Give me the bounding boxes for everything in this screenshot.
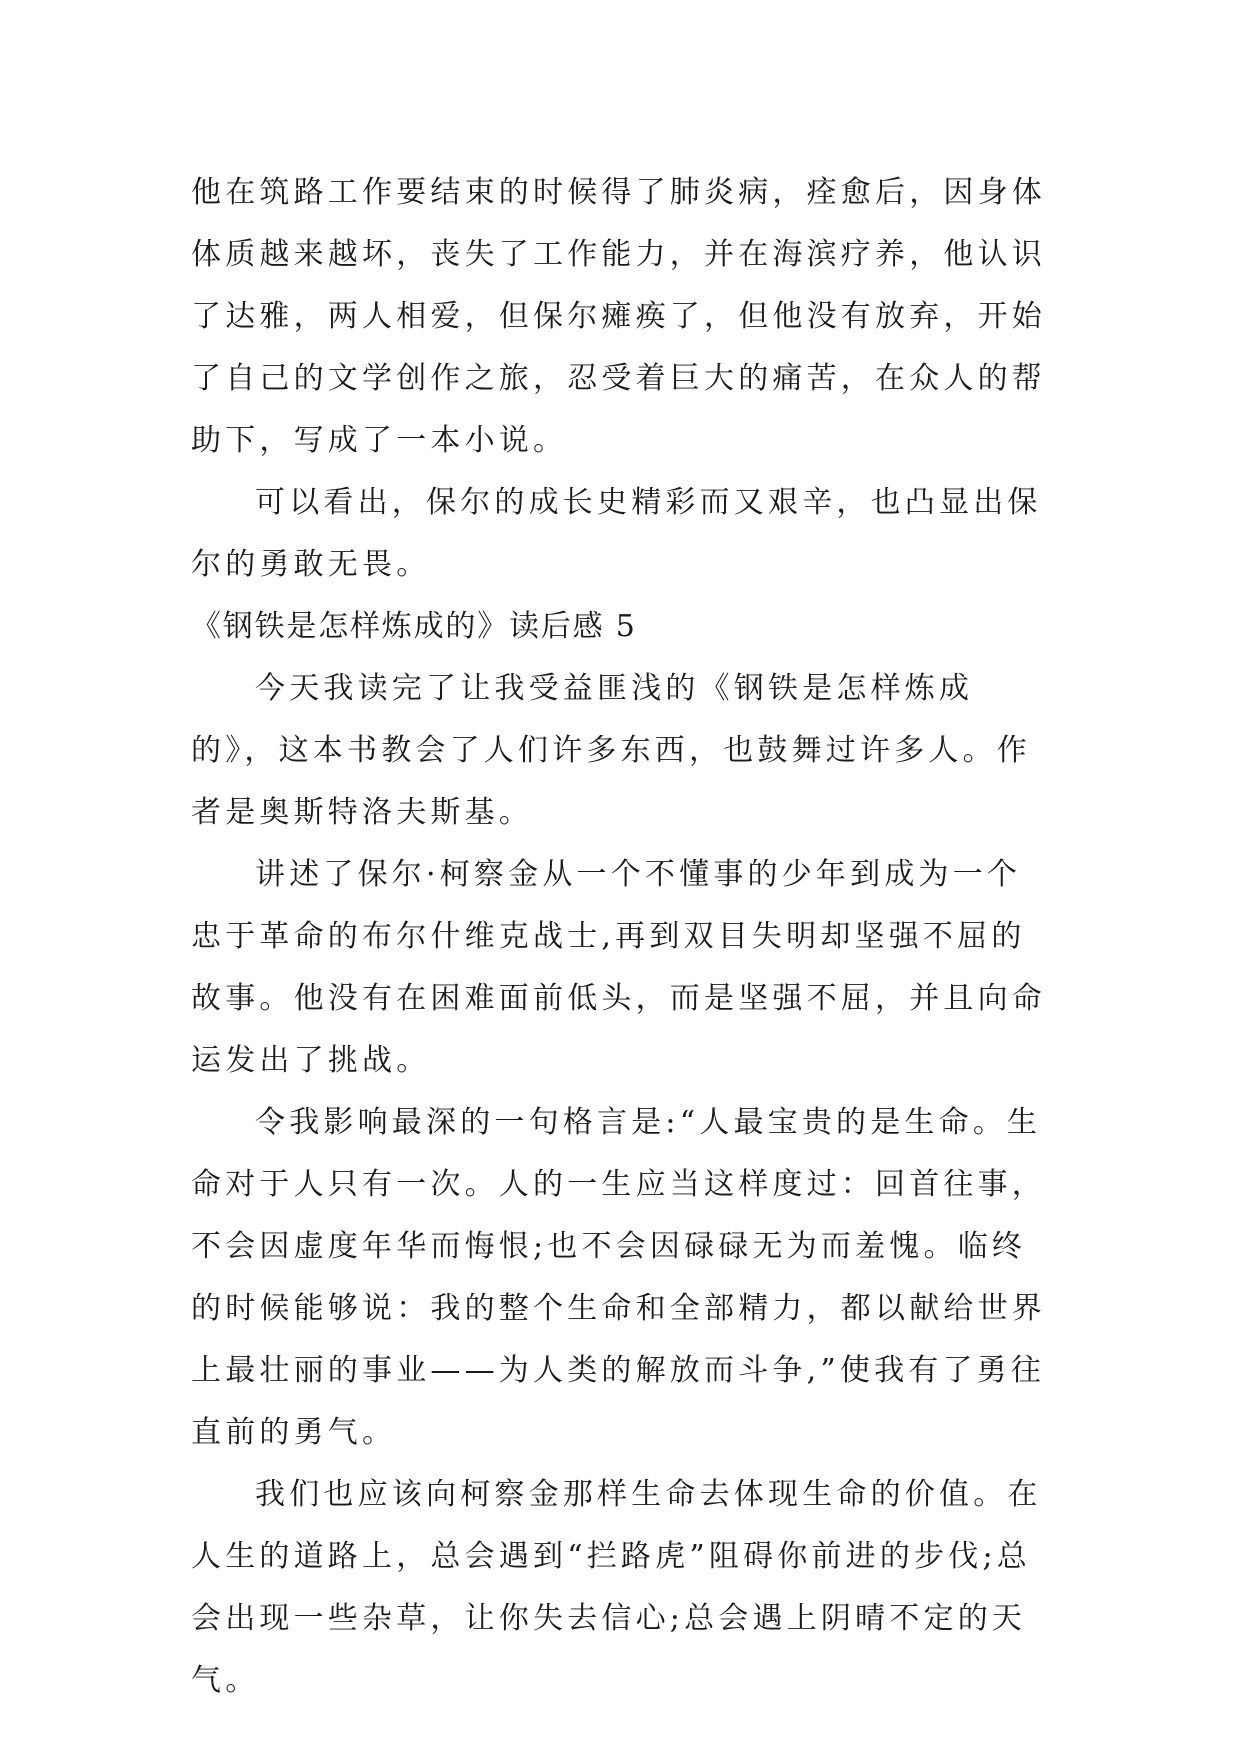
document-body	[191, 162, 1051, 1712]
paragraph: 讲述了保尔·柯察金从一个不懂事的少年到成为一个忠于革命的布尔什维克战士,再到双目失明却坚强不屈的故事。他没有在困难面前低头，而是坚强不屈，并且向命运发出了挑战。	[191, 857, 1046, 1078]
paragraph: 他在筑路工作要结束的时候得了肺炎病，痊愈后，因身体体质越来越坏，丧失了工作能力，并在海滨疗养，他认识了达雅，两人相爱，但保尔瘫痪了，但他没有放弃，开始了自己的文学创作之旅，忍受着巨大的痛苦，在众人的帮助下，写成了一本小说。	[191, 175, 1046, 458]
paragraph: 今天我读完了让我受益匪浅的《钢铁是怎样炼成的》，这本书教会了人们许多东西，也鼓舞过许多人。作者是奥斯特洛夫斯基。	[191, 671, 1031, 830]
paragraph: 我们也应该向柯察金那样生命去体现生命的价值。在人生的道路上，总会遇到“拦路虎”阻碍你前进的步伐;总会出现一些杂草，让你失去信心;总会遇上阴晴不定的天气。	[191, 1477, 1042, 1698]
section-heading: 《钢铁是怎样炼成的》读后感 5	[191, 609, 637, 644]
paragraph: 令我影响最深的一句格言是:“人最宝贵的是生命。生命对于人只有一次。人的一生应当这样度过：回首往事，不会因虚度年华而悔恨;也不会因碌碌无为而羞愧。临终的时候能够说：我的整个生命和全部精力，都以献给世界上最壮丽的事业——为人类的解放而斗争,”使我有了勇往直前的勇气。	[191, 1105, 1046, 1450]
paragraph: 可以看出，保尔的成长史精彩而又艰辛，也凸显出保尔的勇敢无畏。	[191, 485, 1042, 582]
